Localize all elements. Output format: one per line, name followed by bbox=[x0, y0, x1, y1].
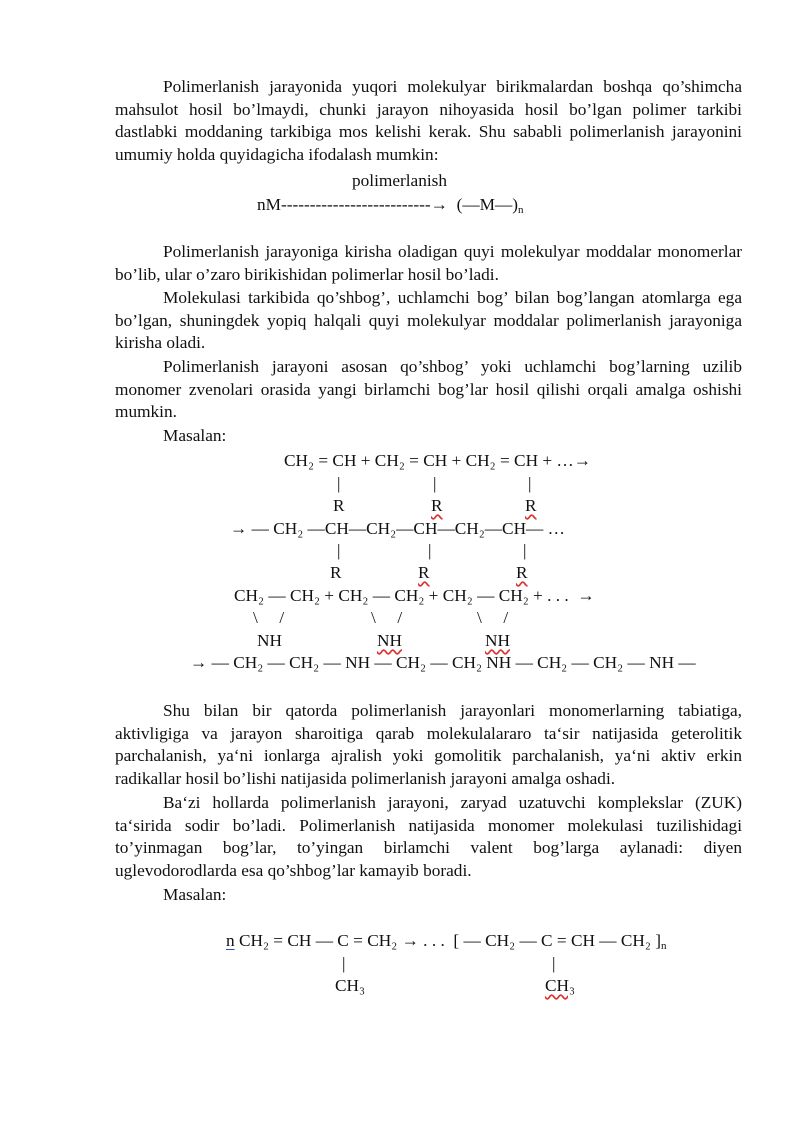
paragraph-4: Polimerlanish jarayoni asosan qo’shbog’ yoki uchlamchi bog’larning uzilib monomer zvenolari orasida yangi birlamchi bog’lar hosil qilishi orqali amalga oshishi mumkin. bbox=[115, 357, 742, 422]
vinyl-substituent-2: R bbox=[431, 496, 443, 515]
polymer-bond-1: | bbox=[337, 541, 341, 560]
diene-polymer-subscript: n bbox=[661, 940, 667, 952]
paragraph-3: Molekulasi tarkibida qo’shbog’, uchlamchi bog’ bilan bog’langan atomlarga ega bo’lgan, shuningdek yopiq halqali quyi molekulyar moddalar polimerlanish jarayoniga kirisha oladi. bbox=[115, 288, 742, 353]
vinyl-substituent-3: R bbox=[525, 496, 537, 515]
polymer-bond-3: | bbox=[523, 541, 527, 560]
equation-condition-label: polimerlanish bbox=[352, 171, 448, 190]
imine-heteroatom-1: NH bbox=[257, 631, 282, 650]
diene-methyl-1: CH₃ bbox=[335, 976, 366, 995]
diene-bond-2: | bbox=[552, 954, 556, 973]
ring-bonds-1: \ / bbox=[253, 608, 285, 627]
general-equation bbox=[257, 195, 524, 215]
polymer-bond-2: | bbox=[428, 541, 432, 560]
ring-bonds-3: \ / bbox=[477, 608, 509, 627]
vinyl-bond-3: | bbox=[528, 474, 532, 493]
equation-rhs: (—M—) bbox=[456, 195, 519, 214]
polymer-substituent-3: R bbox=[516, 563, 528, 582]
imine-polymer-equation: → — CH₂ — CH₂ — NH — CH₂ — CH₂ NH — CH₂ — CH₂ — NH — bbox=[190, 653, 696, 672]
equation-lhs: nM bbox=[257, 195, 282, 214]
diene-monomer-and-polymer: CH₂ = CH — C = CH₂ → . . . [ — CH₂ — C = CH — CH₂ ] bbox=[234, 931, 661, 950]
paragraph-1: Polimerlanish jarayonida yuqori molekulyar birikmalardan boshqa qo’shimcha mahsulot hosil bo’lmaydi, chunki jarayon nihoyasida hosil bo’lgan polimer tarkibi dastlabki moddaning tarkibiga mos kelishi kerak. Shu sababli polimerlanish jarayonini umumiy holda quyidagicha ifodalash mumkin: bbox=[115, 77, 742, 164]
paragraph-7: Ba‘zi hollarda polimerlanish jarayoni, zaryad uzatuvchi komplekslar (ZUK) ta‘sirida sodir bo’ladi. Polimerlanish natijasida monomer molekulasi tuzilishidagi to’yinmagan bog’lar, to’yingan birlamchi valent bog’larga aylanadi: diyen uglevodorodlarda esa qo’shbog’lar kamayib boradi. bbox=[115, 793, 742, 880]
polymer-substituent-1: R bbox=[330, 563, 342, 582]
vinyl-substituent-1: R bbox=[333, 496, 345, 515]
paragraph-2: Polimerlanish jarayoniga kirisha oladigan quyi molekulyar moddalar monomerlar bo’lib, ular o’zaro birikishidan polimerlar hosil bo’ladi. bbox=[115, 242, 742, 284]
imine-monomers-equation: CH₂ — CH₂ + CH₂ — CH₂ + CH₂ — CH₂ + . . . → bbox=[234, 586, 595, 605]
paragraph-8: Masalan: bbox=[163, 885, 227, 904]
imine-heteroatom-3: NH bbox=[485, 631, 510, 650]
equation-arrow: --------------------------→ bbox=[281, 195, 448, 214]
vinyl-bond-2: | bbox=[433, 474, 437, 493]
equation-rhs-subscript: n bbox=[518, 204, 524, 216]
diene-bond-1: | bbox=[342, 954, 346, 973]
polymer-substituent-2: R bbox=[418, 563, 430, 582]
diene-equation bbox=[226, 931, 667, 951]
diene-methyl-2: CH₃ bbox=[545, 976, 576, 995]
vinyl-polymer-equation: → — CH₂ —CH—CH₂—CH—CH₂—CH— … bbox=[230, 519, 565, 538]
ring-bonds-2: \ / bbox=[371, 608, 403, 627]
vinyl-bond-1: | bbox=[337, 474, 341, 493]
vinyl-monomers-equation: CH₂ = CH + CH₂ = CH + CH₂ = CH + …→ bbox=[284, 451, 591, 470]
imine-heteroatom-2: NH bbox=[377, 631, 402, 650]
diene-coefficient: n bbox=[226, 931, 235, 950]
paragraph-5: Masalan: bbox=[163, 426, 227, 445]
paragraph-6: Shu bilan bir qatorda polimerlanish jarayonlari monomerlarning tabiatiga, aktivligiga va jarayon sharoitiga qarab molekulalararo ta‘sir natijasida geterolitik parchalanish, ya‘ni ionlarga ajralish yoki gomolitik parchalanish, ya‘ni aktiv erkin radikallar hosil bo’lishi natijasida polimerlanish jarayoni amalga oshadi. bbox=[115, 701, 742, 788]
